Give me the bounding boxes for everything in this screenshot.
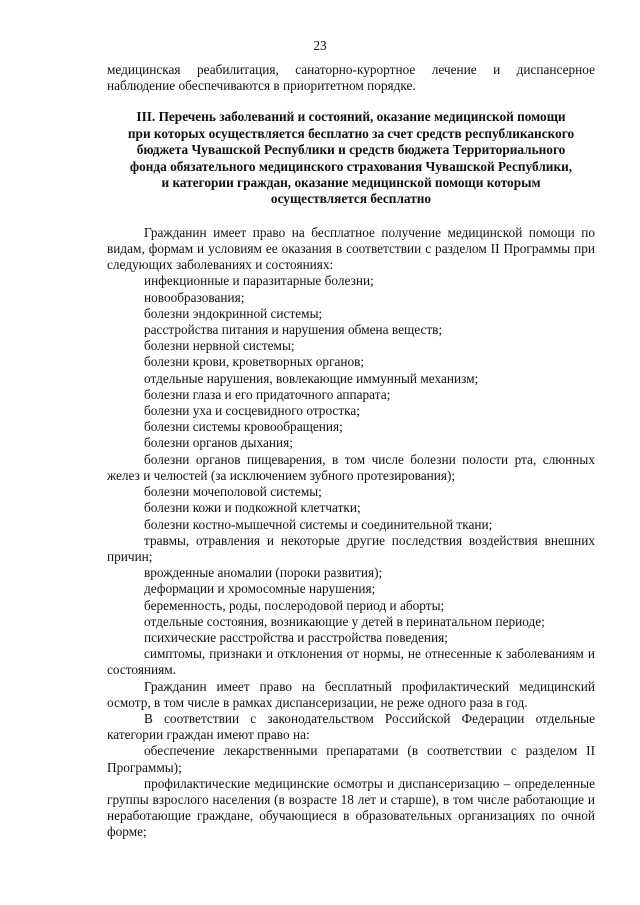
- heading-line: бюджета Чувашской Республики и средств бюджета Территориального: [136, 142, 566, 158]
- page-number: 23: [313, 38, 327, 53]
- list-item: болезни костно-мышечной системы и соединительной ткани;: [144, 516, 493, 532]
- list-item: болезни органов дыхания;: [144, 435, 293, 451]
- list-item: симптомы, признаки и отклонения от нормы, не отнесенные к заболеваниям и состояниям.: [107, 646, 595, 678]
- medication-paragraph: обеспечение лекарственными препаратами (в соответствии с разделом II Программы);: [107, 743, 595, 775]
- list-item: отдельные нарушения, вовлекающие иммунный механизм;: [144, 370, 479, 386]
- list-item: болезни мочеполовой системы;: [144, 484, 322, 500]
- page-content: [107, 62, 595, 841]
- categories-paragraph: В соответствии с законодательством Российской Федерации отдельные категории граждан имеют право на:: [107, 710, 595, 743]
- list-item: болезни крови, кроветворных органов;: [144, 354, 365, 370]
- list-item: болезни глаза и его придаточного аппарата;: [144, 386, 391, 402]
- heading-line: III. Перечень заболеваний и состояний, оказание медицинской помощи: [136, 109, 566, 125]
- intro-paragraph: медицинская реабилитация, санаторно-курортное лечение и диспансерное наблюдение обеспечиваются в приоритетном порядке.: [107, 62, 595, 94]
- list-item: деформации и хромосомные нарушения;: [144, 581, 376, 597]
- list-item: новообразования;: [144, 289, 245, 305]
- list-item: болезни эндокринной системы;: [144, 305, 323, 321]
- list-item: травмы, отравления и некоторые другие последствия воздействия внешних причин;: [107, 532, 595, 564]
- heading-line: и категории граждан, оказание медицинской помощи которым: [161, 175, 541, 191]
- list-item: болезни органов пищеварения, в том числе болезни полости рта, слюнных желез и челюстей (за исключением зубного протезирования);: [107, 451, 595, 483]
- rights-paragraph: Гражданин имеет право на бесплатное получение медицинской помощи по видам, формам и условиям ее оказания в соответствии с разделом II Программы при следующих заболеваниях и состояниях:: [107, 224, 595, 273]
- list-item: беременность, роды, послеродовой период и аборты;: [144, 597, 445, 613]
- list-item: расстройства питания и нарушения обмена веществ;: [144, 322, 443, 338]
- screening-paragraph: профилактические медицинские осмотры и диспансеризацию – определенные группы взрослого населения (в возрасте 18 лет и старше), в том числе работающие и неработающие граждане, обучающиеся в образовательных организациях по очной форме;: [107, 775, 595, 840]
- list-item: врожденные аномалии (пороки развития);: [144, 565, 383, 581]
- heading-line: фонда обязательного медицинского страхования Чувашской Республики,: [129, 158, 573, 174]
- list-item: психические расстройства и расстройства поведения;: [144, 629, 448, 645]
- list-item: болезни нервной системы;: [144, 338, 295, 354]
- checkup-paragraph: Гражданин имеет право на бесплатный профилактический медицинский осмотр, в том числе в рамках диспансеризации, не реже одного раза в год.: [107, 678, 595, 710]
- list-item: болезни системы кровообращения;: [144, 419, 343, 435]
- heading-line: осуществляется бесплатно: [270, 191, 432, 207]
- list-item: отдельные состояния, возникающие у детей в перинатальном периоде;: [144, 613, 545, 629]
- list-item: болезни уха и сосцевидного отростка;: [144, 403, 360, 419]
- section-heading: [107, 109, 595, 207]
- list-item: инфекционные и паразитарные болезни;: [144, 273, 374, 289]
- list-item: болезни кожи и подкожной клетчатки;: [144, 500, 361, 516]
- heading-line: при которых осуществляется бесплатно за счет средств республиканского: [127, 125, 575, 141]
